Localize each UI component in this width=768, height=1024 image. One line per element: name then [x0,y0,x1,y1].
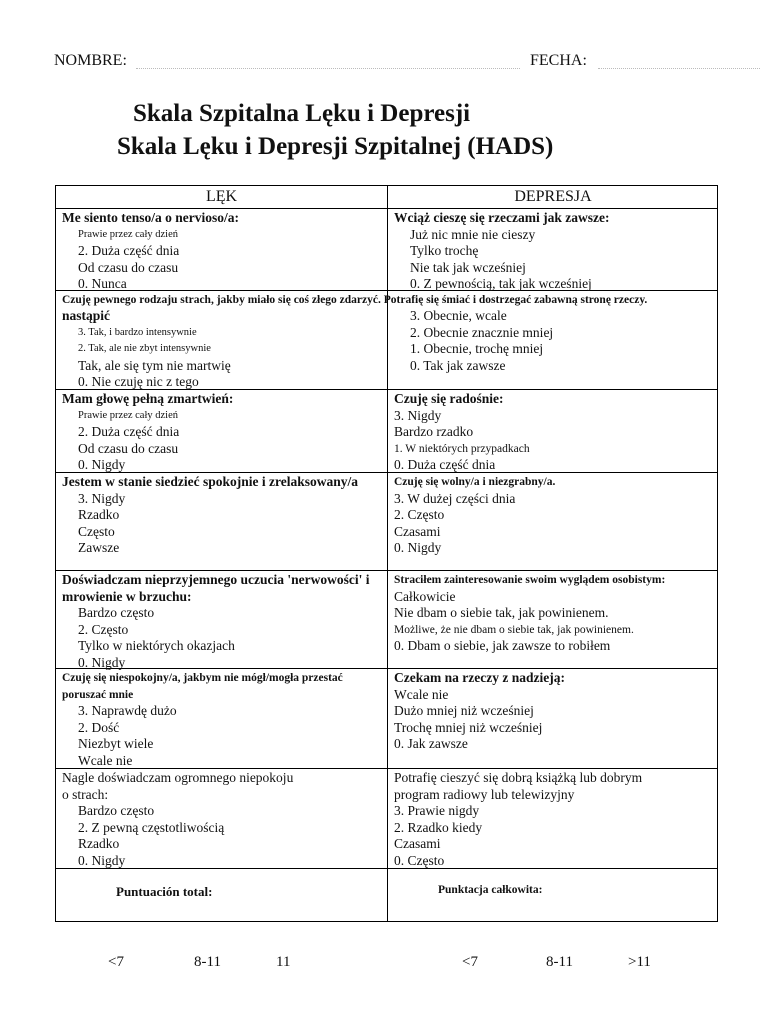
answer: Wcale nie [78,752,133,768]
lek-item-5 [62,572,384,671]
answer: 1. Obecnie, trochę mniej [410,341,544,356]
header-lek: LĘK [205,188,238,205]
question: Me siento tenso/a o nervioso/a: [62,210,239,225]
question: Czuję się niespokojny/a, jakbym nie mógł/mogła przestać poruszać mnie [62,672,343,701]
answer: 0. Tak jak zawsze [410,357,506,373]
question: Czekam na rzeczy z nadzieją: [394,670,565,685]
question: o strach: [62,786,109,802]
question: Straciłem zainteresowanie swoim wyglądem osobistym: [394,574,666,586]
answer: Tylko trochę [410,243,479,258]
answer: 3. Prawie nigdy [394,803,480,818]
answer: 3. Naprawdę dużo [78,703,177,718]
answer: 2. Duża część dnia [78,243,180,258]
answer: Wcale nie [394,686,449,702]
fecha-label: FECHA: [530,52,587,69]
answer: 0. Z pewnością, tak jak wcześniej [410,276,592,291]
lek-item-3 [62,391,382,474]
answer: 2. Często [78,621,129,637]
question: Czuję pewnego rodzaju strach, jakby miało się coś złego zdarzyć. Potrafię się śmiać i dostrzegać zabawną stronę rzeczy. [62,294,648,306]
cutoff-low-right: <7 [462,954,478,970]
answer: Już nic mnie nie cieszy [410,226,536,242]
answer: Czasami [394,836,441,851]
question: Czuję się wolny/a i niezgrabny/a. [394,476,556,488]
answer: Nie dbam o siebie tak, jak powinienem. [394,605,609,620]
spanning-question [62,292,722,309]
nombre-label: NOMBRE: [54,52,127,69]
answer: 3. Nigdy [78,490,126,506]
answer: 2. Tak, ale nie zbyt intensywnie [78,343,211,354]
answer: Trochę mniej niż wcześniej [394,719,543,735]
question: Wciąż cieszę się rzeczami jak zawsze: [394,210,610,225]
depresja-item-1 [394,210,714,293]
depresja-item-3 [394,391,714,474]
total-score-right: Punktacja całkowita: [438,884,543,896]
answer: 0. Duża część dnia [394,457,496,472]
hads-table [55,185,718,922]
answer: Bardzo rzadko [394,424,474,439]
answer: 0. Nigdy [394,540,442,555]
cutoff-high-left: 11 [276,954,291,970]
answer: 3. Tak, i bardzo intensywnie [78,326,197,338]
title-line-2: Skala Lęku i Depresji Szpitalnej (HADS) [117,133,554,160]
cutoff-high-right: >11 [628,954,651,970]
answer: Dużo mniej niż wcześniej [394,703,534,718]
depresja-item-4 [394,474,714,557]
depresja-item-6 [394,670,714,753]
answer: Zawsze [78,540,120,555]
depresja-item-7 [394,770,714,869]
answer: 0. Nigdy [78,654,126,670]
answer: Bardzo często [78,803,155,818]
question: Nagle doświadczam ogromnego niepokoju [62,770,294,785]
answer: Prawie przez cały dzień [78,228,178,240]
answer: 3. Obecnie, wcale [410,308,507,323]
answer: 2. Rzadko kiedy [394,819,483,835]
answer: Całkowicie [394,588,456,604]
question: nastąpić [62,308,111,323]
answer: 2. Duża część dnia [78,424,180,439]
answer: 0. Jak zawsze [394,736,468,751]
answer: Bardzo często [78,605,155,620]
answer: Możliwe, że nie dbam o siebie tak, jak powinienem. [394,623,634,636]
lek-item-1 [62,210,382,293]
answer: Czasami [394,523,441,539]
question: Czuję się radośnie: [394,391,504,406]
answer: Rzadko [78,836,120,851]
nombre-line [136,68,520,69]
question: Potrafię cieszyć się dobrą książką lub dobrym [394,770,643,785]
answer: 3. W dużej części dnia [394,490,516,506]
depresja-item-5 [394,572,716,655]
answer: Tak, ale się tym nie martwię [78,357,231,373]
answer: Często [78,523,115,539]
answer: 3. Nigdy [394,407,442,423]
question: Doświadczam nieprzyjemnego uczucia 'nerwowości' i mrowienie w brzuchu: [62,572,370,604]
question: Jestem w stanie siedzieć spokojnie i zrelaksowany/a [62,474,358,489]
depresja-item-2 [394,308,714,374]
answer: 0. Dbam o siebie, jak zawsze to robiłem [394,638,611,653]
fecha-line [598,68,760,69]
lek-item-2 [62,308,382,391]
title-line-1: Skala Szpitalna Lęku i Depresji [133,100,471,127]
answer: Tylko w niektórych okazjach [78,638,235,653]
answer: 0. Nie czuję nic z tego [78,374,199,389]
question: program radiowy lub telewizyjny [394,786,575,802]
answer: Od czasu do czasu [78,440,179,456]
answer: 1. W niektórych przypadkach [394,442,530,455]
answer: 2. Obecnie znacznie mniej [410,324,554,340]
answer: 0. Często [394,852,445,868]
header-depresja: DEPRESJA [514,188,592,205]
answer: 0. Nunca [78,276,127,291]
cutoff-mid-left: 8-11 [194,954,221,970]
row-divider [56,208,717,209]
answer: 0. Nigdy [78,852,126,868]
answer: Prawie przez cały dzień [78,409,178,421]
answer: Nie tak jak wcześniej [410,259,526,275]
question: Mam głowę pełną zmartwień: [62,391,234,406]
row-divider [56,570,717,571]
answer: Od czasu do czasu [78,259,179,275]
lek-item-7 [62,770,382,869]
answer: 2. Często [394,507,445,522]
answer: 2. Dość [78,719,120,735]
answer: Rzadko [78,507,120,522]
answer: 2. Z pewną częstotliwością [78,819,225,835]
cutoff-mid-right: 8-11 [546,954,573,970]
lek-item-6 [62,670,382,769]
lek-item-4 [62,474,382,557]
answer: 0. Nigdy [78,457,126,472]
total-score-left: Puntuación total: [116,884,213,899]
cutoff-low-left: <7 [108,954,124,970]
answer: Niezbyt wiele [78,736,154,751]
